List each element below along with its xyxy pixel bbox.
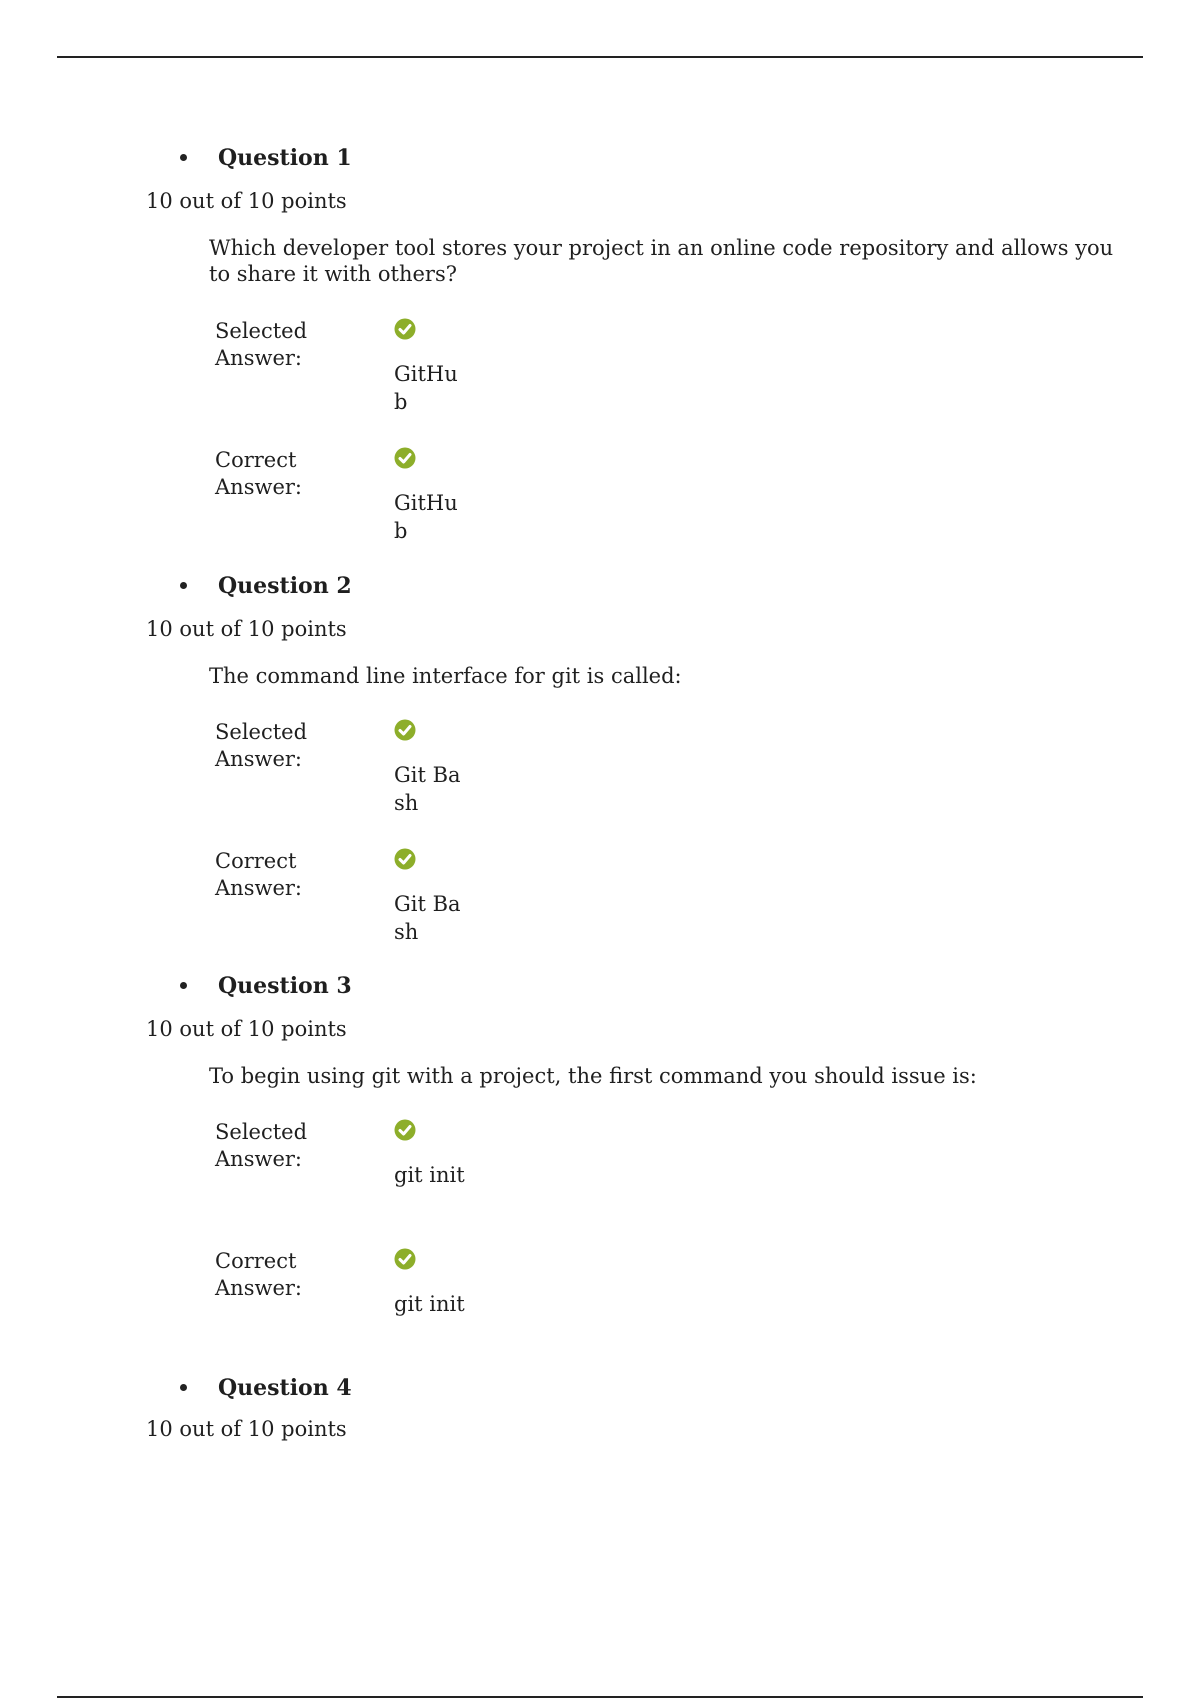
correct-answer-label: Correct Answer: [215, 448, 302, 499]
correct-check-icon [394, 318, 416, 340]
correct-answer-value: GitHub [394, 491, 458, 543]
question-text: The command line interface for git is called: [209, 664, 682, 688]
selected-answer-value: git init [394, 1163, 465, 1187]
selected-answer-label: Selected Answer: [215, 1120, 308, 1171]
bullet [180, 982, 187, 989]
question-points: 10 out of 10 points [146, 189, 347, 213]
correct-check-icon [394, 719, 416, 741]
selected-answer-label: Selected Answer: [215, 720, 308, 771]
bullet [180, 582, 187, 589]
question-title: Question 4 [218, 1375, 352, 1401]
bullet [180, 154, 187, 161]
question-title: Question 2 [218, 573, 352, 599]
correct-answer-value: Git Bash [394, 892, 461, 944]
question-text: To begin using git with a project, the first command you should issue is: [209, 1064, 977, 1088]
question-points: 10 out of 10 points [146, 1417, 347, 1441]
correct-check-icon [394, 848, 416, 870]
selected-answer-label: Selected Answer: [215, 319, 308, 370]
bottom-rule [57, 1696, 1143, 1698]
question-points: 10 out of 10 points [146, 1017, 347, 1041]
selected-answer-value: GitHub [394, 362, 458, 414]
correct-answer-value: git init [394, 1292, 465, 1316]
correct-check-icon [394, 1248, 416, 1270]
question-text: Which developer tool stores your project in an online code repository and allows you to share it with others? [209, 236, 1114, 286]
correct-answer-label: Correct Answer: [215, 1249, 302, 1300]
selected-answer-value: Git Bash [394, 763, 461, 815]
question-title: Question 1 [218, 145, 352, 171]
question-points: 10 out of 10 points [146, 617, 347, 641]
correct-answer-label: Correct Answer: [215, 849, 302, 900]
correct-check-icon [394, 447, 416, 469]
bullet [180, 1384, 187, 1391]
correct-check-icon [394, 1119, 416, 1141]
question-title: Question 3 [218, 973, 352, 999]
top-rule [57, 56, 1143, 58]
